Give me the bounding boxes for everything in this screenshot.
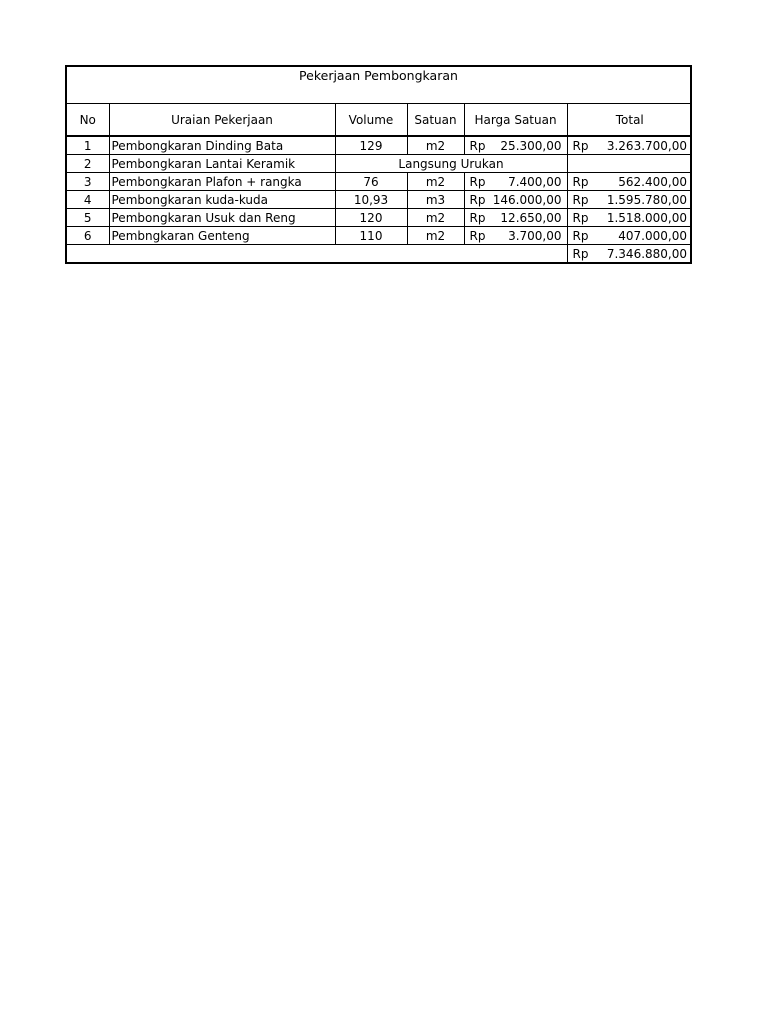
cell-no: 6	[67, 227, 109, 245]
cell-no: 5	[67, 209, 109, 227]
harga-value: 3.700,00	[508, 228, 562, 243]
total-value: 3.263.700,00	[606, 138, 687, 153]
currency-label: Rp	[469, 174, 486, 189]
total-value: 1.595.780,00	[606, 192, 687, 207]
cell-volume: 129	[335, 136, 407, 155]
cell-note: Langsung Urukan	[335, 155, 567, 173]
cell-no: 3	[67, 173, 109, 191]
cell-satuan: m2	[407, 227, 464, 245]
cell-uraian: Pembongkaran kuda-kuda	[109, 191, 335, 209]
table-row	[67, 209, 692, 227]
cell-harga	[464, 136, 567, 155]
currency-label: Rp	[572, 192, 589, 207]
cell-volume: 76	[335, 173, 407, 191]
cell-uraian: Pembngkaran Genteng	[109, 227, 335, 245]
currency-label: Rp	[572, 138, 589, 153]
currency-label: Rp	[469, 228, 486, 243]
cell-uraian: Pembongkaran Dinding Bata	[109, 136, 335, 155]
cell-no: 2	[67, 155, 109, 173]
grand-total-row	[67, 245, 692, 263]
header-satuan: Satuan	[407, 104, 464, 136]
header-harga-satuan: Harga Satuan	[464, 104, 567, 136]
header-row	[67, 104, 692, 136]
grand-total-value: 7.346.880,00	[606, 246, 687, 261]
cell-harga	[464, 173, 567, 191]
cell-harga	[464, 209, 567, 227]
cell-harga	[464, 191, 567, 209]
cell-total	[567, 209, 692, 227]
currency-label: Rp	[572, 228, 589, 243]
currency-label: Rp	[572, 174, 589, 189]
cell-uraian: Pembongkaran Lantai Keramik	[109, 155, 335, 173]
header-total: Total	[567, 104, 692, 136]
cell-volume: 110	[335, 227, 407, 245]
cell-satuan: m2	[407, 173, 464, 191]
currency-label: Rp	[572, 210, 589, 225]
cell-total	[567, 227, 692, 245]
cell-satuan: m3	[407, 191, 464, 209]
currency-label: Rp	[572, 246, 589, 261]
table-row	[67, 191, 692, 209]
cell-uraian: Pembongkaran Usuk dan Reng	[109, 209, 335, 227]
table-row	[67, 173, 692, 191]
grand-total-spacer	[67, 245, 567, 263]
cell-total	[567, 136, 692, 155]
cell-total-empty	[567, 155, 692, 173]
header-uraian: Uraian Pekerjaan	[109, 104, 335, 136]
header-no: No	[67, 104, 109, 136]
cell-total	[567, 191, 692, 209]
currency-label: Rp	[469, 192, 486, 207]
cell-volume: 10,93	[335, 191, 407, 209]
cell-harga	[464, 227, 567, 245]
cell-no: 4	[67, 191, 109, 209]
cell-no: 1	[67, 136, 109, 155]
cell-satuan: m2	[407, 209, 464, 227]
cell-uraian: Pembongkaran Plafon + rangka	[109, 173, 335, 191]
table-row	[67, 155, 692, 173]
currency-label: Rp	[469, 210, 486, 225]
cell-volume: 120	[335, 209, 407, 227]
header-volume: Volume	[335, 104, 407, 136]
table-row	[67, 136, 692, 155]
grand-total-cell	[567, 245, 692, 263]
harga-value: 25.300,00	[500, 138, 562, 153]
cost-table	[67, 104, 692, 262]
harga-value: 146.000,00	[492, 192, 562, 207]
cell-satuan: m2	[407, 136, 464, 155]
total-value: 1.518.000,00	[606, 210, 687, 225]
cell-total	[567, 173, 692, 191]
currency-label: Rp	[469, 138, 486, 153]
harga-value: 12.650,00	[500, 210, 562, 225]
total-value: 562.400,00	[618, 174, 687, 189]
total-value: 407.000,00	[618, 228, 687, 243]
table-title: Pekerjaan Pembongkaran	[67, 67, 690, 104]
harga-value: 7.400,00	[508, 174, 562, 189]
cost-table-sheet	[65, 65, 692, 264]
table-row	[67, 227, 692, 245]
